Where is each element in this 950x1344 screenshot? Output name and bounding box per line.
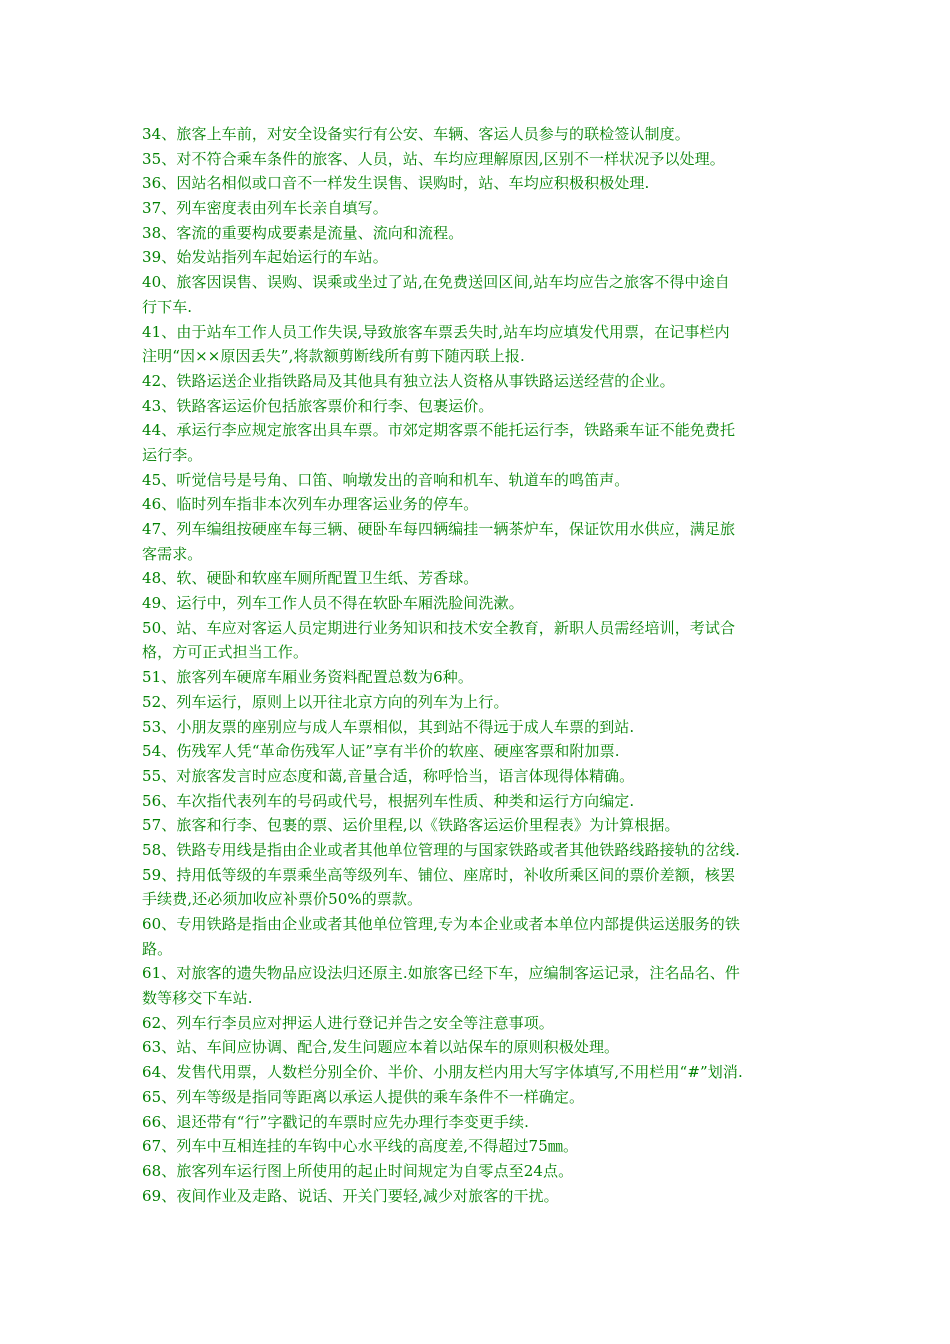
- text-line: 52、列车运行，原则上以开往北京方向的列车为上行。: [142, 692, 509, 711]
- text-line: 格，方可正式担当工作。: [142, 643, 309, 662]
- text-line: 61、对旅客的遗失物品应设法归还原主.如旅客已经下车，应编制客运记录，注名品名、件: [142, 964, 740, 983]
- text-line: 69、夜间作业及走路、说话、开关门要轻,减少对旅客的干扰。: [142, 1186, 559, 1205]
- text-line: 37、列车密度表由列车长亲自填写。: [142, 199, 388, 218]
- text-line: 手续费,还必须加收应补票价50%的票款。: [142, 890, 423, 909]
- text-line: 51、旅客列车硬席车厢业务资料配置总数为6种。: [142, 668, 473, 687]
- text-line: 49、运行中，列车工作人员不得在软卧车厢洗脸间洗漱。: [142, 594, 524, 613]
- text-line: 45、听觉信号是号角、口笛、响墩发出的音响和机车、轨道车的鸣笛声。: [142, 470, 630, 489]
- text-line: 40、旅客因误售、误购、误乘或坐过了站,在免费送回区间,站车均应告之旅客不得中途自: [142, 273, 730, 292]
- text-line: 运行李。: [142, 445, 203, 464]
- text-line: 65、列车等级是指同等距离以承运人提供的乘车条件不一样确定。: [142, 1087, 585, 1106]
- text-line: 50、站、车应对客运人员定期进行业务知识和技术安全教育，新职人员需经培训，考试合: [142, 618, 736, 637]
- text-line: 63、站、车间应协调、配合,发生问题应本着以站保车的原则积极处理。: [142, 1038, 620, 1057]
- text-line: 行下车.: [142, 297, 193, 316]
- text-line: 64、发售代用票，人数栏分别全价、半价、小朋友栏内用大写字体填写,不用栏用“#”划消.: [142, 1063, 743, 1082]
- text-line: 66、退还带有“行”字戳记的车票时应先办理行李变更手续.: [142, 1112, 529, 1131]
- text-line: 39、始发站指列车起始运行的车站。: [142, 248, 388, 267]
- text-line: 38、客流的重要构成要素是流量、流向和流程。: [142, 223, 464, 242]
- text-line: 数等移交下车站.: [142, 989, 253, 1008]
- text-line: 36、因站名相似或口音不一样发生误售、误购时，站、车均应积极积极处理.: [142, 174, 650, 193]
- text-line: 43、铁路客运运价包括旅客票价和行李、包裹运价。: [142, 396, 494, 415]
- text-line: 34、旅客上车前，对安全设备实行有公安、车辆、客运人员参与的联检签认制度。: [142, 125, 690, 143]
- text-line: 42、铁路运送企业指铁路局及其他具有独立法人资格从事铁路运送经营的企业。: [142, 371, 675, 390]
- text-line: 46、临时列车指非本次列车办理客运业务的停车。: [142, 495, 479, 514]
- text-line: 56、车次指代表列车的号码或代号，根据列车性质、种类和运行方向编定.: [142, 791, 635, 810]
- text-line: 注明“因××原因丢失”,将款额剪断线所有剪下随丙联上报.: [142, 347, 525, 366]
- text-line: 41、由于站车工作人员工作失误,导致旅客车票丢失时,站车均应填发代用票，在记事栏内: [142, 322, 730, 341]
- text-line: 35、对不符合乘车条件的旅客、人员，站、车均应理解原因,区别不一样状况予以处理。: [142, 149, 725, 168]
- text-line: 路。: [142, 939, 173, 958]
- text-line: 67、列车中互相连挂的车钩中心水平线的高度差,不得超过75㎜。: [142, 1137, 579, 1156]
- text-line: 59、持用低等级的车票乘坐高等级列车、铺位、座席时，补收所乘区间的票价差额，核罢: [142, 865, 736, 884]
- text-line: 57、旅客和行李、包裹的票、运价里程,以《铁路客运运价里程表》为计算根据。: [142, 816, 680, 835]
- document-body: [142, 122, 814, 1208]
- text-line: 62、列车行李员应对押运人进行登记并告之安全等注意事项。: [142, 1013, 554, 1032]
- text-line: 60、专用铁路是指由企业或者其他单位管理,专为本企业或者本单位内部提供运送服务的铁: [142, 915, 740, 933]
- text-line: 55、对旅客发言时应态度和蔼,音量合适，称呼恰当，语言体现得体精确。: [142, 766, 635, 785]
- text-line: 47、列车编组按硬座车每三辆、硬卧车每四辆编挂一辆茶炉车，保证饮用水供应，满足旅: [142, 520, 736, 538]
- text-line: 53、小朋友票的座别应与成人车票相似，其到站不得远于成人车票的到站.: [142, 717, 635, 736]
- text-line: 58、铁路专用线是指由企业或者其他单位管理的与国家铁路或者其他铁路线路接轨的岔线.: [142, 840, 740, 859]
- text-line: 68、旅客列车运行图上所使用的起止时间规定为自零点至24点。: [142, 1161, 574, 1180]
- text-line: 54、伤残军人凭“革命伤残军人证”享有半价的软座、硬座客票和附加票.: [142, 742, 620, 761]
- text-line: 48、软、硬卧和软座车厕所配置卫生纸、芳香球。: [142, 569, 479, 588]
- text-line: 客需求。: [142, 544, 203, 563]
- text-line: 44、承运行李应规定旅客出具车票。市郊定期客票不能托运行李，铁路乘车证不能免费托: [142, 421, 736, 440]
